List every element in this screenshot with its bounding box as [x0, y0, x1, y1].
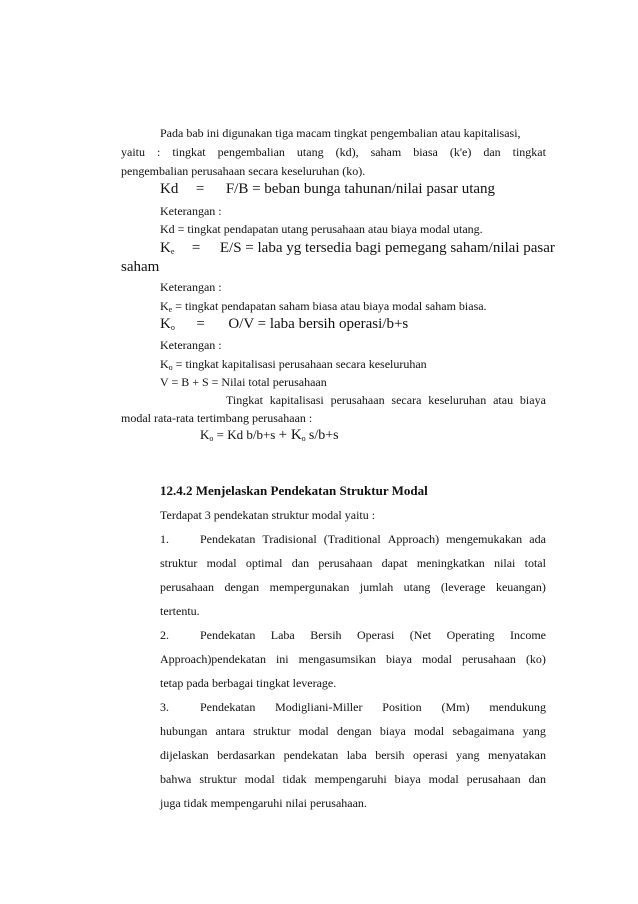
- word: bersih: [375, 748, 405, 762]
- word: dengan: [336, 724, 372, 738]
- word: biaya: [519, 393, 546, 407]
- word: modal: [421, 652, 452, 666]
- word: (kd),: [335, 145, 359, 159]
- word: Laba: [270, 628, 295, 642]
- word: dengan: [224, 580, 260, 594]
- formula-rhs: O/V = laba bersih operasi/b+s: [228, 316, 409, 332]
- list-item-1-line-4: tertentu.: [160, 604, 200, 618]
- word: perusahaan: [318, 556, 373, 570]
- word: struktur: [160, 556, 198, 570]
- word: secara: [391, 393, 422, 407]
- list-item-3-line-2: [160, 724, 546, 738]
- keterangan-text-1: Kd = tingkat pendapatan utang perusahaan atau biaya modal utang.: [160, 222, 483, 236]
- formula-eq: =: [191, 240, 201, 256]
- intro-line-1: Pada bab ini digunakan tiga macam tingkat pengembalian atau kapitalisasi,: [160, 126, 521, 140]
- word: total: [524, 556, 546, 570]
- word: struktur: [199, 772, 237, 786]
- word: Bersih: [310, 628, 342, 642]
- keterangan-label-1: Keterangan :: [160, 204, 222, 218]
- word: berdasarkan: [217, 748, 276, 762]
- word: bahwa: [160, 772, 192, 786]
- formula-part: = Kd b/b+s: [216, 427, 276, 442]
- ke-formula-wrap: saham: [121, 259, 160, 275]
- formula-part: K: [200, 427, 210, 442]
- text-part: K: [160, 357, 169, 371]
- word: biaya: [379, 724, 406, 738]
- word: perusahaan: [330, 393, 385, 407]
- word: Income: [510, 628, 546, 642]
- word: modal: [298, 724, 329, 738]
- word: (Net: [409, 628, 432, 642]
- text-part: = tingkat pendapatan saham biasa atau biaya modal saham biasa.: [175, 299, 487, 313]
- word: operasi: [413, 748, 448, 762]
- list-item-2-line-2: [160, 652, 546, 666]
- formula-eq: =: [195, 181, 205, 197]
- word: optimal: [245, 556, 283, 570]
- formula-lhs: K: [160, 240, 171, 256]
- word: (ko): [525, 652, 546, 666]
- word: yaitu: [121, 145, 145, 159]
- word: keuangan): [495, 580, 546, 594]
- kd-formula: [160, 181, 495, 198]
- formula-lhs: Kd: [160, 181, 179, 197]
- word: mengasumsikan: [298, 652, 376, 666]
- word: yang: [522, 724, 546, 738]
- intro-line-3: pengembalian perusahaan secara keseluruhan (ko).: [121, 164, 366, 178]
- word: (k'e): [449, 145, 472, 159]
- formula-subscript: o: [170, 323, 175, 332]
- list-item-3-number: 3.: [160, 700, 169, 714]
- list-item-3-line-4: [160, 772, 546, 786]
- keterangan-text-3a: [160, 357, 427, 371]
- word: ada: [529, 532, 546, 546]
- list-item-1-line-3: [160, 580, 546, 594]
- word: perusahaan: [466, 772, 521, 786]
- word: tingkat: [512, 145, 546, 159]
- word: perusahaan: [461, 652, 516, 666]
- list-item-3-line-3: [160, 748, 546, 762]
- word: Pendekatan: [200, 700, 256, 714]
- word: saham: [370, 145, 402, 159]
- keterangan-text-3d: modal rata-rata tertimbang perusahaan :: [121, 411, 313, 425]
- word: modal: [244, 772, 275, 786]
- formula-part: + K: [278, 427, 302, 443]
- word: laba: [346, 748, 367, 762]
- ko-formula: [160, 316, 408, 333]
- keterangan-text-2: [160, 299, 487, 313]
- word: perusahaan: [160, 580, 214, 594]
- word: modal: [206, 556, 237, 570]
- word: biaya: [394, 772, 421, 786]
- word: struktur: [253, 724, 291, 738]
- word: hubungan: [160, 724, 208, 738]
- word: sebagaimana: [452, 724, 515, 738]
- list-item-1-number: 1.: [160, 532, 169, 546]
- word: pengembalian: [217, 145, 285, 159]
- word: atau: [493, 393, 514, 407]
- keterangan-text-3c: [226, 393, 546, 407]
- word: Operasi: [357, 628, 395, 642]
- word: dan: [291, 556, 310, 570]
- word: dan: [483, 145, 501, 159]
- word: dijelaskan: [160, 748, 209, 762]
- word: Modigliani-Miller: [275, 700, 363, 714]
- word: mempergunakan: [269, 580, 350, 594]
- word: (leverage: [440, 580, 486, 594]
- word: ini: [275, 652, 289, 666]
- word: (Traditional: [323, 532, 381, 546]
- word: Pendekatan: [200, 628, 256, 642]
- keterangan-text-3b: V = B + S = Nilai total perusahaan: [160, 375, 327, 389]
- word: tingkat: [172, 145, 206, 159]
- word: pendekatan: [283, 748, 339, 762]
- word: meningkatkan: [416, 556, 485, 570]
- word: yang: [456, 748, 480, 762]
- word: keseluruhan: [428, 393, 487, 407]
- formula-subscript: o: [209, 434, 214, 443]
- word: antara: [215, 724, 245, 738]
- word: mengemukakan: [446, 532, 523, 546]
- list-item-2-line-3: tetap pada berbagai tingkat leverage.: [160, 676, 337, 690]
- intro-line-2: [121, 145, 546, 159]
- list-item-2-line-1: [200, 628, 546, 642]
- word: :: [156, 145, 161, 159]
- text-part: = tingkat kapitalisasi perusahaan secara keseluruhan: [175, 357, 427, 371]
- word: Position: [382, 700, 422, 714]
- keterangan-label-2: Keterangan :: [160, 280, 222, 294]
- word: Pendekatan: [200, 532, 256, 546]
- list-item-3-line-1: [200, 700, 546, 714]
- word: biaya: [385, 652, 412, 666]
- word: modal: [414, 724, 445, 738]
- list-item-2-number: 2.: [160, 628, 169, 642]
- ke-formula: [160, 240, 555, 257]
- subscript: e: [168, 305, 173, 314]
- formula-rhs: E/S = laba yg tersedia bagi pemegang saham/nilai pasar: [219, 240, 555, 256]
- word: (Mm): [441, 700, 470, 714]
- list-item-3-line-5: juga tidak mempengaruhi nilai perusahaan.: [160, 796, 367, 810]
- word: dapat: [381, 556, 408, 570]
- formula-eq: =: [196, 316, 205, 332]
- formula-subscript: o: [301, 434, 306, 443]
- list-item-1-line-1: [200, 532, 546, 546]
- list-intro: Terdapat 3 pendekatan struktur modal yaitu :: [160, 508, 376, 522]
- subscript: o: [168, 363, 173, 372]
- word: nilai: [494, 556, 516, 570]
- word: menyatakan: [487, 748, 546, 762]
- word: utang: [403, 580, 431, 594]
- word: mendukung: [489, 700, 546, 714]
- word: Tingkat: [226, 393, 263, 407]
- word: utang: [296, 145, 324, 159]
- formula-rhs: F/B = beban bunga tahunan/nilai pasar utang: [225, 181, 496, 197]
- word: jumlah: [359, 580, 394, 594]
- formula-part: s/b+s: [308, 428, 339, 443]
- word: Approach): [387, 532, 440, 546]
- keterangan-label-3: Keterangan :: [160, 338, 222, 352]
- wacc-formula: [200, 428, 339, 443]
- word: Tradisional: [262, 532, 317, 546]
- word: Approach)pendekatan: [160, 652, 266, 666]
- formula-lhs: K: [160, 316, 171, 332]
- list-item-1-line-2: [160, 556, 546, 570]
- word: dan: [528, 772, 546, 786]
- word: biasa: [413, 145, 438, 159]
- section-heading: 12.4.2 Menjelaskan Pendekatan Struktur Modal: [160, 483, 428, 498]
- text-part: K: [160, 299, 169, 313]
- word: modal: [428, 772, 459, 786]
- formula-subscript: e: [170, 247, 175, 256]
- word: mempengaruhi: [314, 772, 387, 786]
- word: Operating: [446, 628, 495, 642]
- word: tidak: [282, 772, 307, 786]
- word: kapitalisasi: [269, 393, 324, 407]
